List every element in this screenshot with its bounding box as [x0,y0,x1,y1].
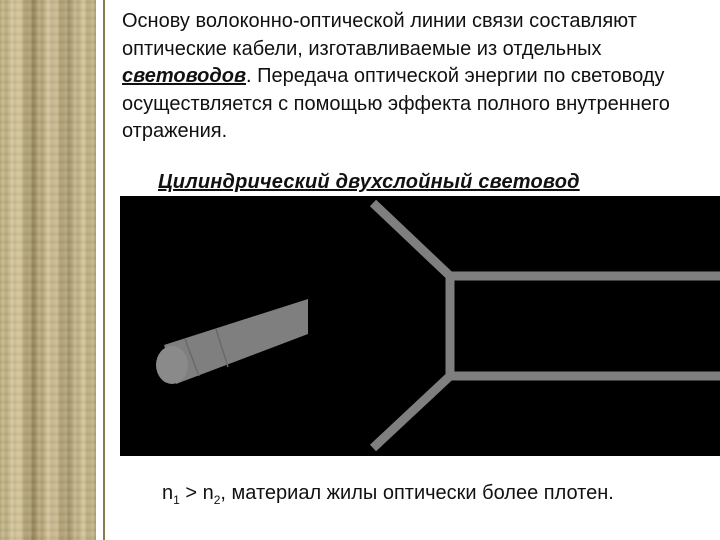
paragraph-text-before: Основу волоконно-оптической линии связи составляют оптические кабели, изготавливаемые из отдельных [122,10,637,60]
ray-paths [373,203,720,448]
paragraph-text-after: . Передача оптической энергии по световоду осуществляется с помощью эффекта полного внутреннего отражения. [122,65,670,142]
decorative-left-band [0,0,96,540]
lower-ray [373,376,720,448]
fiber-cylinder [156,299,308,384]
paragraph-emphasis: световодов [122,65,247,87]
decorative-divider [103,0,105,540]
caption-gt: > [179,482,203,504]
fiber-diagram-svg [120,196,720,456]
upper-ray [373,203,720,276]
intro-paragraph [122,8,702,146]
caption-rest: , материал жилы оптически более плотен. [220,482,614,504]
diagram-title: Цилиндрический двухслойный световод [158,171,580,193]
caption-n1: n [162,482,174,504]
caption-n2: n [202,482,214,504]
fiber-diagram [120,196,720,456]
fiber-end-face [156,346,188,384]
caption-sub-2: 2 [213,493,221,507]
caption [162,482,614,507]
caption-sub-1: 1 [173,493,180,507]
